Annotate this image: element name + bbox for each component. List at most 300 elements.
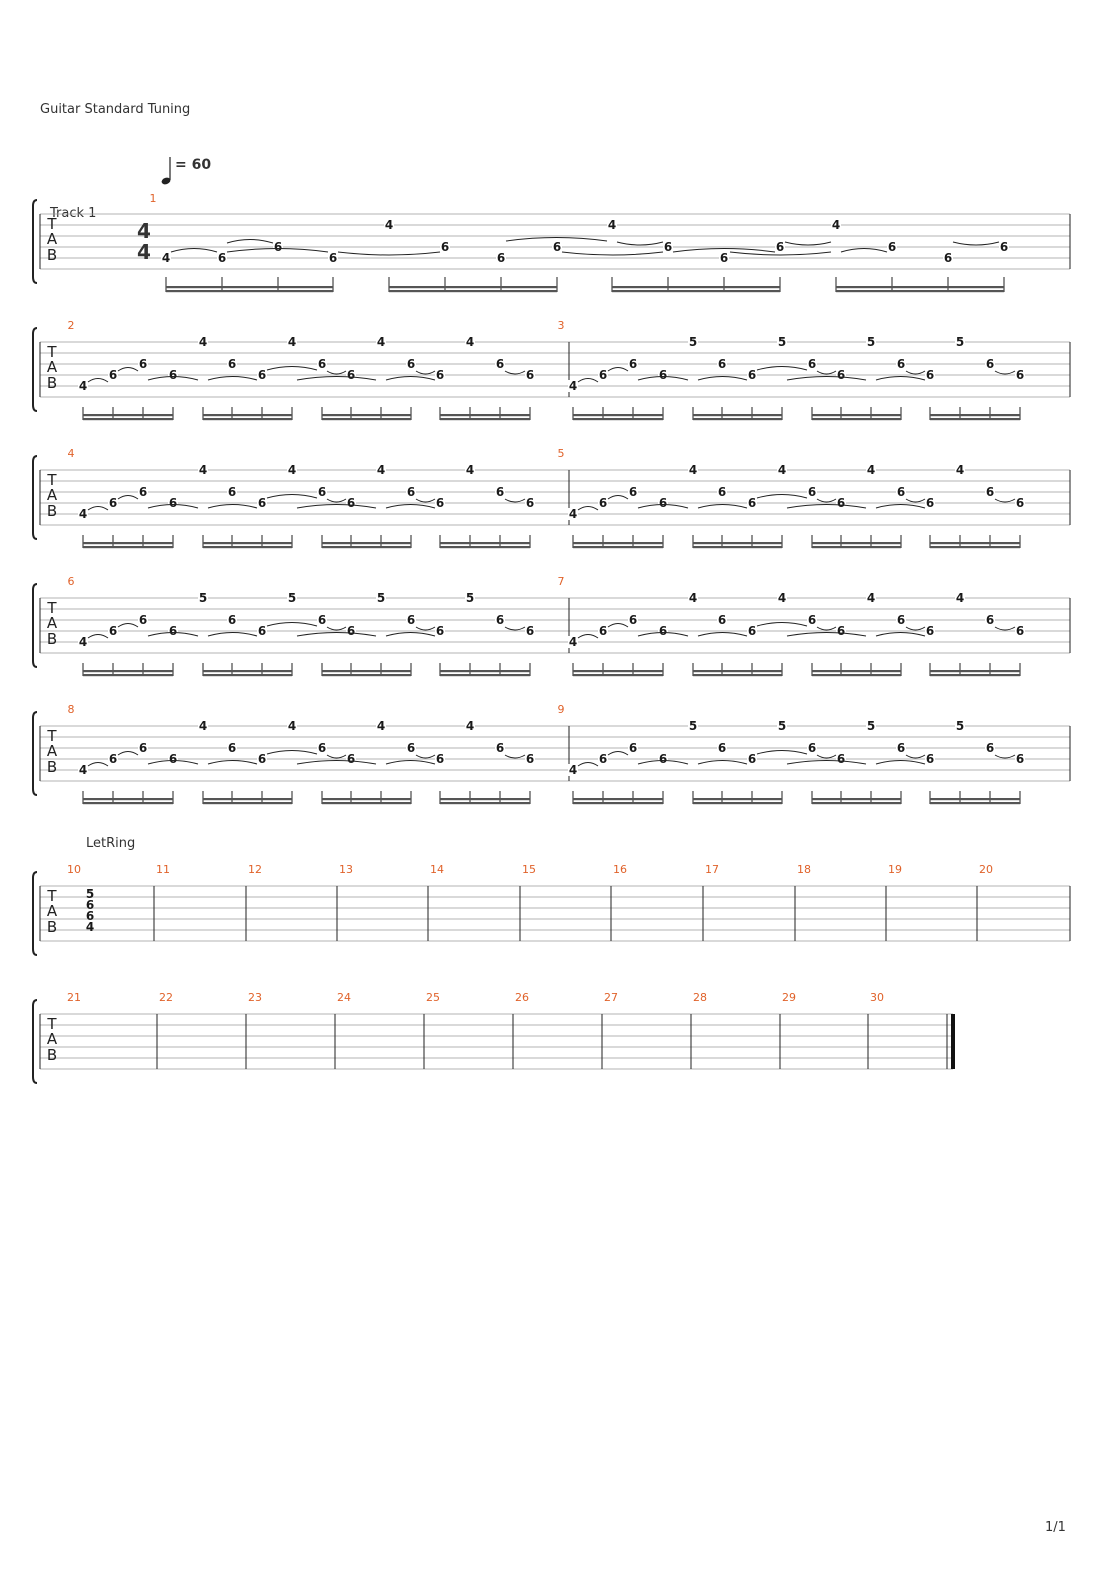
fret-number: 6 [227, 613, 237, 627]
tie-arc [995, 499, 1015, 502]
fret-number: 5 [955, 335, 965, 349]
fret-number: 6 [328, 251, 338, 265]
beam [83, 798, 173, 800]
tie-arc [578, 635, 598, 639]
fret-number: 6 [896, 741, 906, 755]
tie-arc [208, 761, 257, 765]
tie-arc [876, 505, 925, 509]
tie-arc [386, 633, 435, 637]
tie-arc [876, 377, 925, 381]
fret-number: 6 [807, 357, 817, 371]
beam [812, 798, 901, 800]
tab-letter-b: B [46, 502, 58, 520]
tie-arc [416, 627, 435, 630]
beam [83, 418, 173, 420]
fret-number: 6 [435, 624, 445, 638]
tie-arc [505, 627, 525, 630]
tab-letter-a: A [46, 902, 58, 920]
beam [166, 286, 333, 288]
fret-number: 6 [1015, 496, 1025, 510]
tab-letter-b: B [46, 246, 58, 264]
fret-number: 6 [985, 741, 995, 755]
fret-number: 6 [896, 613, 906, 627]
fret-number: 4 [568, 763, 578, 777]
fret-number: 6 [525, 752, 535, 766]
tie-arc [327, 499, 346, 502]
tie-arc [208, 505, 257, 509]
measure-number: 9 [557, 703, 565, 716]
fret-number: 4 [376, 335, 386, 349]
fret-number: 5 [198, 591, 208, 605]
fret-number: 6 [138, 741, 148, 755]
beam [930, 414, 1020, 416]
fret-number: 6 [495, 741, 505, 755]
tie-arc [608, 624, 628, 628]
fret-number: 5 [376, 591, 386, 605]
fret-number: 6 [598, 368, 608, 382]
fret-number: 4 [78, 507, 88, 521]
fret-number: 4 [568, 379, 578, 393]
beam [83, 670, 173, 672]
fret-number: 6 [925, 368, 935, 382]
beam [322, 674, 411, 676]
fret-number: 6 [836, 752, 846, 766]
fret-number: 6 [663, 240, 673, 254]
tie-arc [327, 627, 346, 630]
beam [440, 418, 530, 420]
tie-arc [118, 624, 138, 628]
fret-number: 6 [406, 613, 416, 627]
fret-number: 4 [607, 218, 617, 232]
beam [573, 670, 663, 672]
beam [83, 674, 173, 676]
beam [83, 414, 173, 416]
fret-number: 6 [775, 240, 785, 254]
fret-number: 4 [688, 591, 698, 605]
fret-number: 6 [108, 368, 118, 382]
tie-arc [416, 499, 435, 502]
fret-number: 6 [138, 485, 148, 499]
beam [812, 418, 901, 420]
tie-arc [698, 761, 747, 765]
fret-number: 4 [866, 463, 876, 477]
fret-number: 6 [985, 485, 995, 499]
fret-number: 5 [465, 591, 475, 605]
beam [930, 542, 1020, 544]
beam [693, 674, 782, 676]
fret-number: 6 [138, 357, 148, 371]
beam [930, 546, 1020, 548]
fret-number: 5 [688, 719, 698, 733]
beam [573, 418, 663, 420]
fret-number: 6 [658, 496, 668, 510]
fret-number: 4 [85, 920, 95, 934]
measure-number: 1 [149, 192, 157, 205]
tie-arc [327, 755, 346, 758]
time-signature-top: 4 [137, 219, 151, 243]
measure-number: 22 [159, 991, 173, 1004]
time-signature-bottom: 4 [137, 240, 151, 264]
fret-number: 6 [925, 752, 935, 766]
staff [33, 200, 1070, 283]
fret-number: 5 [866, 335, 876, 349]
tie-arc [787, 377, 866, 381]
tab-systems [33, 192, 1070, 1083]
measure-number: 21 [67, 991, 81, 1004]
beam [440, 674, 530, 676]
fret-number: 4 [465, 335, 475, 349]
fret-number: 6 [317, 741, 327, 755]
fret-number: 5 [688, 335, 698, 349]
tie-arc [208, 377, 257, 381]
fret-number: 4 [198, 463, 208, 477]
tie-arc [267, 751, 317, 755]
fret-number: 6 [138, 613, 148, 627]
tie-arc [562, 252, 663, 255]
tie-arc [88, 635, 108, 639]
measure-number: 17 [705, 863, 719, 876]
tie-arc [118, 368, 138, 372]
tie-arc [578, 507, 598, 511]
beam [203, 670, 292, 672]
system-bracket [33, 872, 37, 955]
tie-arc [817, 627, 836, 630]
fret-number: 6 [257, 496, 267, 510]
fret-number: 6 [317, 357, 327, 371]
fret-number: 4 [465, 719, 475, 733]
beam [322, 414, 411, 416]
fret-number: 5 [955, 719, 965, 733]
tie-arc [386, 761, 435, 765]
fret-number: 6 [346, 496, 356, 510]
fret-number: 5 [866, 719, 876, 733]
fret-number: 6 [1015, 752, 1025, 766]
tempo-value: = 60 [175, 157, 212, 173]
tie-arc [608, 752, 628, 756]
fret-number: 6 [1015, 624, 1025, 638]
beam [693, 542, 782, 544]
beam [930, 674, 1020, 676]
fret-number: 6 [552, 240, 562, 254]
tab-letter-a: A [46, 230, 58, 248]
tie-arc [953, 242, 999, 245]
fret-number: 6 [168, 624, 178, 638]
fret-number: 4 [78, 635, 88, 649]
fret-number: 6 [406, 741, 416, 755]
fret-number: 6 [658, 752, 668, 766]
fret-number: 6 [227, 357, 237, 371]
beam [440, 802, 530, 804]
fret-number: 4 [955, 463, 965, 477]
measure-number: 19 [888, 863, 902, 876]
tab-letter-t: T [47, 599, 57, 617]
beam [322, 542, 411, 544]
fret-number: 6 [168, 496, 178, 510]
fret-number: 4 [777, 591, 787, 605]
beam [693, 414, 782, 416]
tie-arc [416, 371, 435, 374]
tuning-label: Guitar Standard Tuning [40, 102, 191, 117]
beam [322, 802, 411, 804]
fret-number: 6 [747, 752, 757, 766]
fret-number: 6 [440, 240, 450, 254]
beam [693, 546, 782, 548]
staff [33, 1000, 953, 1083]
fret-number: 4 [568, 635, 578, 649]
tab-letter-t: T [47, 343, 57, 361]
fret-number: 6 [525, 624, 535, 638]
staff [33, 456, 1070, 539]
fret-number: 6 [807, 613, 817, 627]
fret-number: 6 [658, 624, 668, 638]
beam [812, 546, 901, 548]
fret-number: 4 [465, 463, 475, 477]
beam [203, 546, 292, 548]
measure-number: 14 [430, 863, 444, 876]
beam [836, 286, 1004, 288]
tie-arc [505, 371, 525, 374]
tie-arc [386, 377, 435, 381]
fret-number: 5 [287, 591, 297, 605]
beam [930, 802, 1020, 804]
beam [573, 674, 663, 676]
beam [836, 290, 1004, 292]
beam [440, 542, 530, 544]
fret-number: 4 [287, 719, 297, 733]
beam [693, 418, 782, 420]
beam [203, 674, 292, 676]
beam [612, 290, 780, 292]
system-bracket [33, 712, 37, 795]
fret-number: 6 [628, 613, 638, 627]
measure-number: 16 [613, 863, 627, 876]
measure-number: 25 [426, 991, 440, 1004]
tie-arc [817, 371, 836, 374]
beam [203, 418, 292, 420]
fret-number: 6 [598, 624, 608, 638]
fret-number: 6 [747, 368, 757, 382]
tie-arc [841, 249, 887, 253]
beam [83, 802, 173, 804]
measure-number: 11 [156, 863, 170, 876]
tie-arc [817, 499, 836, 502]
fret-number: 4 [568, 507, 578, 521]
measure-number: 2 [67, 319, 75, 332]
tie-arc [995, 627, 1015, 630]
fret-number: 6 [719, 251, 729, 265]
fret-number: 6 [836, 368, 846, 382]
fret-number: 4 [777, 463, 787, 477]
fret-number: 6 [317, 485, 327, 499]
tie-arc [327, 371, 346, 374]
measure-number: 26 [515, 991, 529, 1004]
tie-arc [906, 755, 925, 758]
tie-arc [995, 755, 1015, 758]
beam [930, 798, 1020, 800]
tie-arc [118, 752, 138, 756]
measure-number: 4 [67, 447, 75, 460]
tie-arc [757, 495, 807, 499]
fret-number: 6 [836, 624, 846, 638]
tab-letter-t: T [47, 471, 57, 489]
beam [693, 798, 782, 800]
staff [33, 712, 1070, 795]
beam [573, 542, 663, 544]
fret-number: 6 [168, 752, 178, 766]
tie-arc [118, 496, 138, 500]
tab-letter-t: T [47, 887, 57, 905]
fret-number: 5 [85, 887, 95, 901]
tie-arc [906, 371, 925, 374]
measure-number: 24 [337, 991, 351, 1004]
measure-number: 28 [693, 991, 707, 1004]
fret-number: 6 [836, 496, 846, 510]
measure-number: 29 [782, 991, 796, 1004]
beam [812, 674, 901, 676]
beam [203, 802, 292, 804]
fret-number: 6 [658, 368, 668, 382]
tie-arc [88, 507, 108, 511]
tie-arc [698, 633, 747, 637]
beam [389, 286, 557, 288]
fret-number: 6 [887, 240, 897, 254]
fret-number: 6 [108, 496, 118, 510]
fret-number: 6 [925, 624, 935, 638]
measure-number: 7 [557, 575, 565, 588]
tie-arc [386, 505, 435, 509]
fret-number: 6 [435, 368, 445, 382]
tie-arc [416, 755, 435, 758]
fret-number: 6 [495, 613, 505, 627]
staff [33, 584, 1070, 667]
fret-number: 4 [384, 218, 394, 232]
fret-number: 4 [376, 463, 386, 477]
system-bracket [33, 1000, 37, 1083]
tie-arc [995, 371, 1015, 374]
beam [203, 414, 292, 416]
fret-number: 6 [317, 613, 327, 627]
fret-number: 6 [525, 496, 535, 510]
beam [612, 286, 780, 288]
fret-number: 6 [346, 368, 356, 382]
fret-number: 6 [108, 752, 118, 766]
fret-number: 4 [955, 591, 965, 605]
tie-arc [267, 367, 317, 371]
fret-number: 4 [287, 463, 297, 477]
fret-number: 6 [346, 624, 356, 638]
tie-arc [787, 761, 866, 765]
fret-number: 6 [495, 485, 505, 499]
measure-number: 8 [67, 703, 75, 716]
fret-number: 6 [985, 357, 995, 371]
tab-letter-b: B [46, 1046, 58, 1064]
tie-arc [297, 505, 376, 509]
fret-number: 6 [227, 741, 237, 755]
measure-number: 18 [797, 863, 811, 876]
tab-letter-b: B [46, 918, 58, 936]
tie-arc [338, 252, 440, 255]
system-bracket [33, 456, 37, 539]
fret-number: 6 [227, 485, 237, 499]
fret-number: 4 [287, 335, 297, 349]
fret-number: 6 [628, 485, 638, 499]
tie-arc [876, 761, 925, 765]
beam [440, 798, 530, 800]
beam [930, 670, 1020, 672]
tab-letter-a: A [46, 486, 58, 504]
fret-number: 6 [717, 741, 727, 755]
fret-number: 6 [257, 368, 267, 382]
fret-number: 6 [896, 485, 906, 499]
beam [322, 546, 411, 548]
tab-letter-a: A [46, 742, 58, 760]
measure-number: 10 [67, 863, 81, 876]
fret-number: 4 [161, 251, 171, 265]
tie-arc [757, 751, 807, 755]
beam [203, 798, 292, 800]
tie-arc [578, 379, 598, 383]
fret-number: 6 [496, 251, 506, 265]
final-barline [951, 1014, 955, 1069]
measure-number: 30 [870, 991, 884, 1004]
measure-number: 12 [248, 863, 262, 876]
fret-number: 6 [985, 613, 995, 627]
tie-arc [227, 240, 273, 244]
tie-arc [267, 623, 317, 627]
beam [83, 546, 173, 548]
fret-number: 4 [198, 335, 208, 349]
beam [812, 802, 901, 804]
beam [812, 542, 901, 544]
measure-number: 20 [979, 863, 993, 876]
fret-number: 6 [1015, 368, 1025, 382]
measure-number: 6 [67, 575, 75, 588]
beam [693, 670, 782, 672]
measure-number: 3 [557, 319, 565, 332]
beam [930, 418, 1020, 420]
fret-number: 6 [999, 240, 1009, 254]
fret-number: 6 [717, 357, 727, 371]
fret-number: 6 [168, 368, 178, 382]
tie-arc [785, 242, 831, 245]
tab-letter-t: T [47, 1015, 57, 1033]
fret-number: 6 [747, 496, 757, 510]
tab-letter-a: A [46, 358, 58, 376]
tab-letter-b: B [46, 630, 58, 648]
measure-number: 27 [604, 991, 618, 1004]
fret-number: 6 [717, 613, 727, 627]
tie-arc [88, 763, 108, 767]
measure-number: 23 [248, 991, 262, 1004]
tie-arc [297, 633, 376, 637]
fret-number: 5 [777, 335, 787, 349]
beam [322, 418, 411, 420]
fret-number: 6 [495, 357, 505, 371]
tab-letter-t: T [47, 215, 57, 233]
system-bracket [33, 328, 37, 411]
beam [440, 670, 530, 672]
fret-number: 6 [257, 624, 267, 638]
fret-number: 6 [85, 898, 95, 912]
fret-number: 4 [688, 463, 698, 477]
fret-number: 6 [525, 368, 535, 382]
fret-number: 6 [807, 741, 817, 755]
beam [440, 546, 530, 548]
fret-number: 6 [943, 251, 953, 265]
fret-number: 4 [376, 719, 386, 733]
measure-number: 5 [557, 447, 565, 460]
fret-number: 4 [78, 379, 88, 393]
